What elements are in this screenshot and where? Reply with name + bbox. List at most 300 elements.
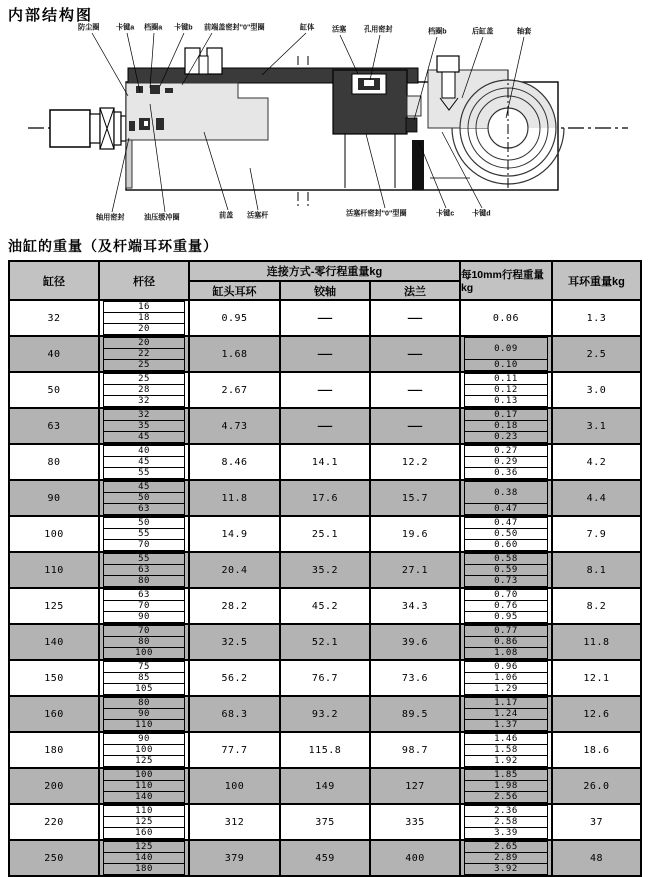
hinge-cell-value: — [317, 312, 333, 324]
per10mm-value: 0.27 [464, 445, 548, 457]
head-ring-cell [190, 589, 281, 623]
per10mm-value: 1.17 [464, 697, 548, 709]
ring-weight-cell: 12.6 [583, 708, 610, 720]
per10mm-value: 0.77 [464, 625, 548, 637]
per10mm-value: 0.95 [464, 611, 548, 623]
hinge-cell-value: 25.1 [311, 528, 339, 540]
table-row [10, 661, 640, 697]
per10mm-value: 3.92 [464, 863, 548, 875]
hinge-cell [281, 697, 371, 731]
table-row [10, 409, 640, 445]
table-row [10, 517, 640, 553]
rod-value: 100 [103, 744, 185, 756]
rod-cell [100, 589, 190, 623]
head-ring-cell-value: 379 [224, 852, 245, 864]
head-ring-cell-value: 11.8 [221, 492, 248, 504]
per10mm-value: 1.29 [464, 683, 548, 695]
per10mm-value: 0.38 [464, 481, 548, 504]
flange-cell [371, 625, 461, 659]
rod-value: 32 [103, 409, 185, 421]
internal-structure-diagram [0, 0, 650, 232]
bore-cell: 160 [10, 697, 100, 731]
per10mm-value: 0.50 [464, 528, 548, 540]
per10mm-cell [461, 373, 553, 407]
per10mm-cell [461, 517, 553, 551]
flange-cell-value: 98.7 [401, 744, 429, 756]
rod-value: 70 [103, 539, 185, 551]
per10mm-cell [461, 409, 553, 443]
head-ring-cell [190, 769, 281, 803]
bore-cell: 100 [10, 517, 100, 551]
rod-value: 125 [103, 841, 185, 853]
per10mm-cell [461, 553, 553, 587]
header-head-ring: 缸头耳环 [190, 282, 281, 299]
rod-cell [100, 409, 190, 443]
flange-cell [371, 697, 461, 731]
hinge-cell [281, 661, 371, 695]
bore-cell: 220 [10, 805, 100, 839]
flange-cell-value: 335 [405, 816, 425, 828]
flange-cell-value: 127 [405, 780, 425, 792]
head-ring-cell [190, 697, 281, 731]
rod-value: 160 [103, 827, 185, 839]
head-ring-cell [190, 625, 281, 659]
per10mm-cell [461, 769, 553, 803]
bore-cell: 180 [10, 733, 100, 767]
callout-rod-seal-oring: 活塞杆密封"0"型圈 [346, 209, 407, 218]
hinge-cell [281, 841, 371, 875]
head-ring-cell-value: 68.3 [221, 708, 248, 720]
flange-cell [371, 661, 461, 695]
flange-cell-value: — [407, 420, 423, 432]
per10mm-value: 1.92 [464, 755, 548, 767]
head-ring-cell-value: 56.2 [221, 672, 248, 684]
per10mm-cell [461, 589, 553, 623]
callout-snap-key-c: 卡键c [436, 209, 455, 218]
rod-value: 63 [103, 589, 185, 601]
hinge-cell-value: 45.2 [311, 600, 339, 612]
hinge-cell [281, 481, 371, 515]
hinge-cell [281, 445, 371, 479]
flange-cell-value: 39.6 [401, 636, 429, 648]
rod-value: 55 [103, 467, 185, 479]
flange-cell-value: 19.6 [401, 528, 429, 540]
rod-value: 125 [103, 755, 185, 767]
rod-value: 35 [103, 420, 185, 432]
callout-snap-key-a: 卡键a [116, 23, 135, 32]
table-row [10, 625, 640, 661]
per10mm-value: 2.89 [464, 852, 548, 864]
flange-cell [371, 481, 461, 515]
rod-value: 75 [103, 661, 185, 673]
callout-front-cover: 前盖 [219, 211, 234, 220]
per10mm-value: 0.59 [464, 564, 548, 576]
hinge-cell-value: 35.2 [311, 564, 339, 576]
rod-value: 32 [103, 395, 185, 407]
per10mm-cell [461, 445, 553, 479]
bore-cell: 32 [10, 301, 100, 335]
bore-cell: 110 [10, 553, 100, 587]
per10mm-value: 1.98 [464, 780, 548, 792]
flange-cell-value: 400 [405, 852, 425, 864]
table-row [10, 337, 640, 373]
callout-snap-key-b: 卡键b [174, 23, 193, 32]
head-ring-cell [190, 481, 281, 515]
per10mm-cell: 0.06 [461, 301, 553, 335]
rod-cell [100, 625, 190, 659]
head-ring-cell [190, 445, 281, 479]
rod-value: 18 [103, 312, 185, 324]
head-ring-cell-value: 4.73 [221, 420, 248, 432]
ring-weight-cell: 4.4 [586, 492, 607, 504]
header-hinge: 铰轴 [281, 282, 371, 299]
table-row [10, 553, 640, 589]
per10mm-cell [461, 481, 553, 515]
rod-value: 110 [103, 780, 185, 792]
flange-cell [371, 769, 461, 803]
per10mm-value: 1.58 [464, 744, 548, 756]
rod-value: 16 [103, 301, 185, 313]
rod-value: 20 [103, 323, 185, 335]
flange-cell-value: 73.6 [401, 672, 429, 684]
rod-cell [100, 661, 190, 695]
per10mm-value: 0.17 [464, 409, 548, 421]
hinge-cell-value: 52.1 [311, 636, 339, 648]
header-ring-weight: 耳环重量kg [553, 262, 640, 299]
rod-cell [100, 517, 190, 551]
head-ring-cell [190, 841, 281, 875]
cylinder-cross-section-drawing [0, 0, 650, 232]
ring-weight-cell: 12.1 [583, 672, 610, 684]
rod-value: 63 [103, 564, 185, 576]
bore-cell: 90 [10, 481, 100, 515]
table-row [10, 805, 640, 841]
per10mm-value: 0.23 [464, 431, 548, 443]
rod-cell [100, 373, 190, 407]
hinge-cell-value: 17.6 [311, 492, 339, 504]
flange-cell [371, 445, 461, 479]
per10mm-value: 2.65 [464, 841, 548, 853]
header-bore: 缸径 [10, 262, 100, 299]
bore-cell: 250 [10, 841, 100, 875]
head-ring-cell [190, 301, 281, 335]
head-ring-cell [190, 517, 281, 551]
per10mm-value: 0.10 [464, 359, 548, 372]
rod-value: 40 [103, 445, 185, 457]
hinge-cell-value: — [317, 348, 333, 360]
rod-value: 100 [103, 647, 185, 659]
flange-cell [371, 805, 461, 839]
per10mm-value: 0.47 [464, 517, 548, 529]
weights-table-header [10, 262, 640, 301]
head-ring-cell-value: 312 [224, 816, 245, 828]
per10mm-cell [461, 661, 553, 695]
header-connection-group: 连接方式-零行程重量kg [190, 262, 461, 282]
rod-value: 100 [103, 769, 185, 781]
rod-cell [100, 337, 190, 371]
bore-cell: 140 [10, 625, 100, 659]
flange-cell [371, 373, 461, 407]
rod-value: 45 [103, 431, 185, 443]
callout-dust-ring: 防尘圈 [78, 23, 100, 32]
hinge-cell-value: — [317, 420, 333, 432]
per10mm-value: 1.85 [464, 769, 548, 781]
rod-cell [100, 841, 190, 875]
head-ring-cell [190, 553, 281, 587]
rod-value: 85 [103, 672, 185, 684]
bore-cell: 125 [10, 589, 100, 623]
flange-cell-value: — [407, 384, 423, 396]
per10mm-cell [461, 841, 553, 875]
per10mm-value: 0.96 [464, 661, 548, 673]
head-ring-cell-value: 2.67 [221, 384, 248, 396]
head-ring-cell [190, 409, 281, 443]
per10mm-value: 0.73 [464, 575, 548, 587]
head-ring-cell [190, 805, 281, 839]
per10mm-value: 1.06 [464, 672, 548, 684]
rod-value: 55 [103, 528, 185, 540]
rod-value: 140 [103, 791, 185, 803]
head-ring-cell-value: 8.46 [221, 456, 248, 468]
head-ring-cell-value: 1.68 [221, 348, 248, 360]
table-row [10, 373, 640, 409]
bore-cell: 50 [10, 373, 100, 407]
rod-value: 50 [103, 492, 185, 504]
per10mm-value: 0.76 [464, 600, 548, 612]
callout-shaft-seal: 轴用密封 [96, 213, 125, 222]
rod-cell [100, 301, 190, 335]
hinge-cell [281, 337, 371, 371]
flange-cell [371, 841, 461, 875]
table-row [10, 445, 640, 481]
callout-cylinder-body: 缸体 [300, 23, 315, 32]
rod-value: 45 [103, 456, 185, 468]
callout-bore-seal: 孔用密封 [364, 25, 393, 34]
rod-value: 90 [103, 611, 185, 623]
callout-snap-key-d: 卡键d [472, 209, 491, 218]
head-ring-cell [190, 733, 281, 767]
flange-cell [371, 517, 461, 551]
head-ring-cell [190, 661, 281, 695]
hinge-cell [281, 769, 371, 803]
hinge-cell-value: — [317, 384, 333, 396]
rod-cell [100, 733, 190, 767]
flange-cell-value: 89.5 [401, 708, 429, 720]
callout-front-cover-oring: 前端盖密封"0"型圈 [204, 23, 265, 32]
per10mm-value: 1.24 [464, 708, 548, 720]
per10mm-cell [461, 733, 553, 767]
callout-rear-cover: 后缸盖 [472, 27, 494, 36]
per10mm-value: 0.11 [464, 373, 548, 385]
bore-cell: 63 [10, 409, 100, 443]
per10mm-value: 0.12 [464, 384, 548, 396]
rod-value: 25 [103, 373, 185, 385]
ring-weight-cell: 3.1 [586, 420, 607, 432]
flange-cell-value: 15.7 [401, 492, 429, 504]
callout-retainer-ring-a: 档圈a [144, 23, 163, 32]
hinge-cell-value: 76.7 [311, 672, 339, 684]
hinge-cell-value: 149 [315, 780, 335, 792]
head-ring-cell-value: 28.2 [221, 600, 248, 612]
per10mm-value: 1.37 [464, 719, 548, 731]
flange-cell [371, 733, 461, 767]
flange-cell-value: — [407, 312, 423, 324]
ring-weight-cell: 37 [589, 816, 603, 828]
ring-weight-cell: 4.2 [586, 456, 607, 468]
bore-cell: 80 [10, 445, 100, 479]
rod-value: 50 [103, 517, 185, 529]
rod-value: 180 [103, 863, 185, 875]
per10mm-cell [461, 337, 553, 371]
rod-value: 140 [103, 852, 185, 864]
flange-cell-value: 27.1 [401, 564, 429, 576]
rod-value: 80 [103, 575, 185, 587]
per10mm-cell [461, 625, 553, 659]
per10mm-value: 0.18 [464, 420, 548, 432]
per10mm-value: 3.39 [464, 827, 548, 839]
rod-value: 20 [103, 337, 185, 349]
table-row [10, 481, 640, 517]
callout-bushing: 轴套 [517, 27, 532, 36]
table-row [10, 733, 640, 769]
hinge-cell [281, 553, 371, 587]
diagram-title: 内部结构图 [8, 7, 94, 24]
flange-cell [371, 301, 461, 335]
per10mm-value: 1.08 [464, 647, 548, 659]
rod-value: 90 [103, 733, 185, 745]
ring-weight-cell: 2.5 [586, 348, 607, 360]
per10mm-value: 1.46 [464, 733, 548, 745]
bore-cell: 200 [10, 769, 100, 803]
ring-weight-cell: 3.0 [586, 384, 607, 396]
table-row [10, 301, 640, 337]
hinge-cell [281, 589, 371, 623]
rod-cell [100, 481, 190, 515]
callout-piston-rod: 活塞杆 [247, 211, 269, 220]
rod-value: 80 [103, 636, 185, 648]
callout-piston: 活塞 [332, 25, 347, 34]
table-title: 油缸的重量（及杆端耳环重量） [8, 238, 218, 254]
rod-value: 80 [103, 697, 185, 709]
per10mm-value: 0.86 [464, 636, 548, 648]
header-flange: 法兰 [371, 282, 461, 299]
flange-cell-value: — [407, 348, 423, 360]
head-ring-cell-value: 77.7 [221, 744, 248, 756]
ring-weight-cell: 8.1 [586, 564, 607, 576]
callout-buffer-ring: 油压缓冲圈 [144, 213, 180, 222]
head-ring-cell-value: 100 [224, 780, 245, 792]
flange-cell [371, 409, 461, 443]
weights-table-body [10, 301, 640, 875]
head-ring-cell-value: 20.4 [221, 564, 248, 576]
head-ring-cell-value: 14.9 [221, 528, 248, 540]
rod-cell [100, 769, 190, 803]
hinge-cell [281, 409, 371, 443]
rod-value: 70 [103, 600, 185, 612]
ring-weight-cell: 18.6 [583, 744, 610, 756]
hinge-cell-value: 14.1 [311, 456, 339, 468]
rod-cell [100, 553, 190, 587]
rod-value: 125 [103, 816, 185, 828]
rod-value: 55 [103, 553, 185, 565]
rod-value: 90 [103, 708, 185, 720]
per10mm-value: 0.36 [464, 467, 548, 479]
per10mm-value: 2.56 [464, 791, 548, 803]
head-ring-cell-value: 32.5 [221, 636, 248, 648]
rod-value: 45 [103, 481, 185, 493]
per10mm-value: 2.36 [464, 805, 548, 817]
ring-weight-cell: 48 [589, 852, 603, 864]
per10mm-value: 2.58 [464, 816, 548, 828]
header-rod: 杆径 [100, 262, 190, 299]
per10mm-value: 0.58 [464, 553, 548, 565]
flange-cell-value: 12.2 [401, 456, 429, 468]
hinge-cell [281, 301, 371, 335]
rod-value: 63 [103, 503, 185, 515]
bore-cell: 40 [10, 337, 100, 371]
flange-cell [371, 553, 461, 587]
hinge-cell-value: 115.8 [308, 744, 342, 756]
rod-value: 110 [103, 719, 185, 731]
rod-value: 110 [103, 805, 185, 817]
head-ring-cell-value: 0.95 [221, 312, 248, 324]
ring-weight-cell: 8.2 [586, 600, 607, 612]
callout-retainer-ring-b: 档圈b [428, 27, 447, 36]
rod-cell [100, 697, 190, 731]
header-per10mm: 每10mm行程重量kg [461, 262, 553, 299]
flange-cell [371, 337, 461, 371]
hinge-cell-value: 459 [315, 852, 335, 864]
rod-value: 28 [103, 384, 185, 396]
table-row [10, 769, 640, 805]
per10mm-cell [461, 697, 553, 731]
hinge-cell [281, 625, 371, 659]
ring-weight-cell: 7.9 [586, 528, 607, 540]
head-ring-cell [190, 337, 281, 371]
per10mm-value: 0.47 [464, 503, 548, 516]
rod-value: 70 [103, 625, 185, 637]
per10mm-value: 0.29 [464, 456, 548, 468]
weights-table [8, 260, 642, 877]
flange-cell [371, 589, 461, 623]
rod-cell [100, 445, 190, 479]
ring-weight-cell: 11.8 [583, 636, 610, 648]
hinge-cell-value: 375 [315, 816, 335, 828]
per10mm-value: 0.13 [464, 395, 548, 407]
per10mm-value: 0.60 [464, 539, 548, 551]
rod-value: 22 [103, 348, 185, 360]
ring-weight-cell: 1.3 [586, 312, 607, 324]
rod-value: 25 [103, 359, 185, 371]
table-row [10, 589, 640, 625]
hinge-cell [281, 373, 371, 407]
hinge-cell-value: 93.2 [311, 708, 339, 720]
hinge-cell [281, 517, 371, 551]
ring-weight-cell: 26.0 [583, 780, 610, 792]
per10mm-cell [461, 805, 553, 839]
rod-value: 105 [103, 683, 185, 695]
bore-cell: 150 [10, 661, 100, 695]
hinge-cell [281, 805, 371, 839]
head-ring-cell [190, 373, 281, 407]
per10mm-value: 0.70 [464, 589, 548, 601]
table-row [10, 697, 640, 733]
rod-cell [100, 805, 190, 839]
hinge-cell [281, 733, 371, 767]
flange-cell-value: 34.3 [401, 600, 429, 612]
per10mm-value: 0.09 [464, 337, 548, 360]
table-row [10, 841, 640, 875]
